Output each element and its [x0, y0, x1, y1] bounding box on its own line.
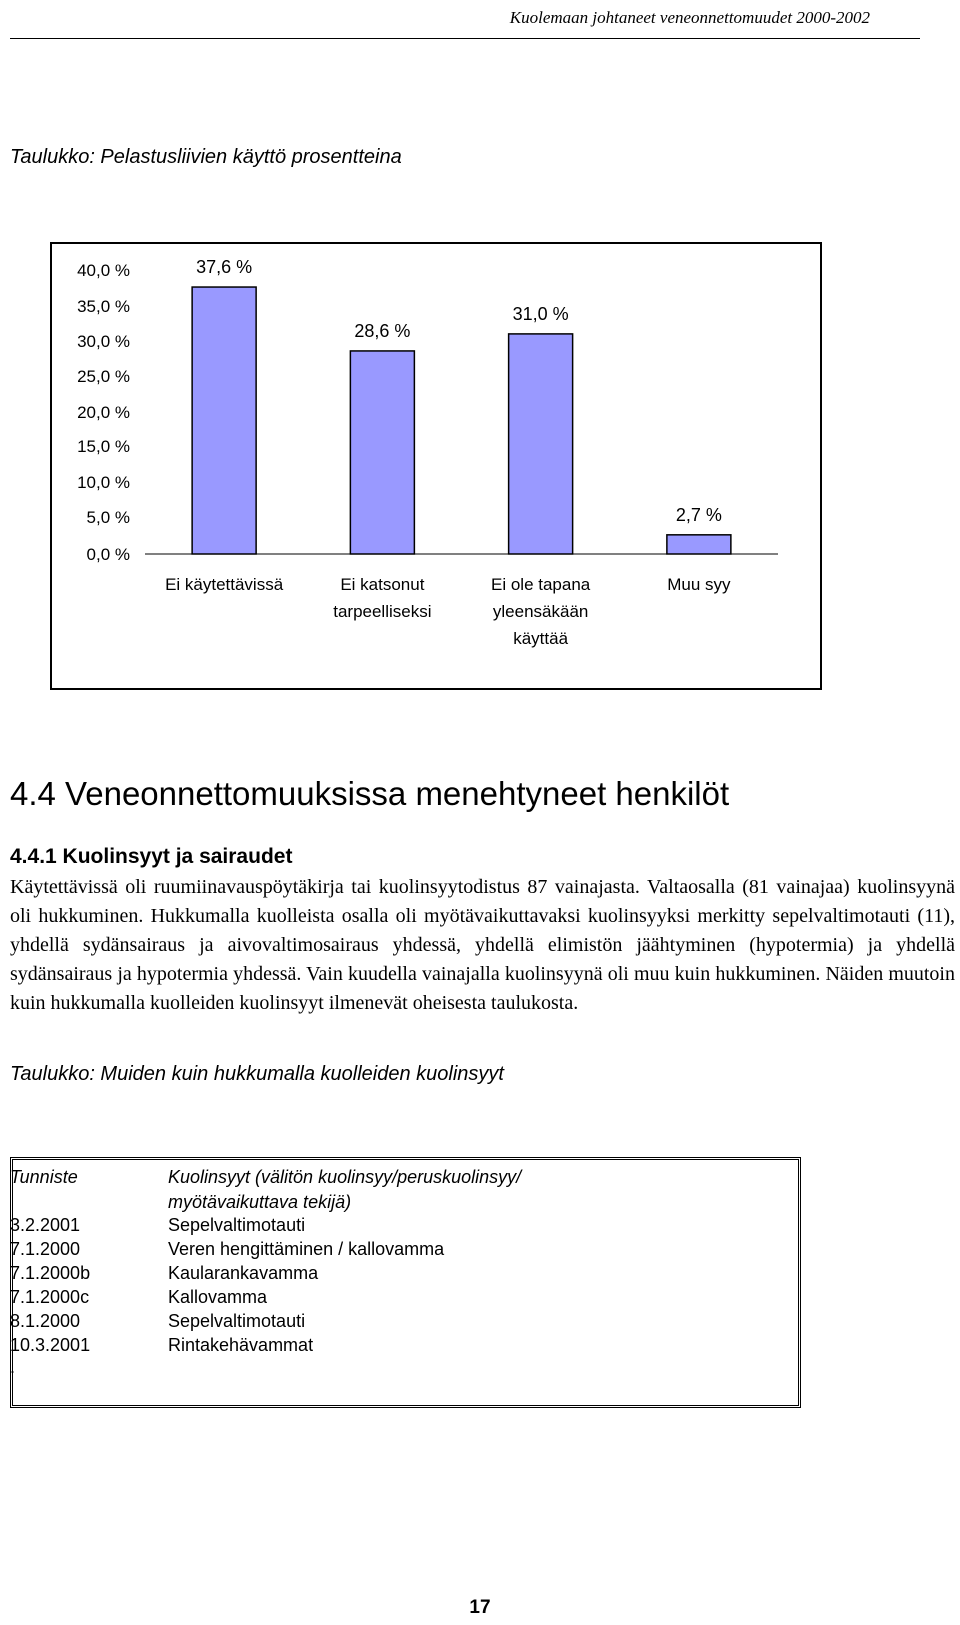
table-row-id: 10.3.2001 — [10, 1335, 91, 1355]
y-tick-label: 35,0 % — [77, 297, 130, 316]
y-tick-label: 0,0 % — [86, 545, 130, 564]
body-paragraph: Käytettävissä oli ruumiinavauspöytäkirja tai kuolinsyytodistus 87 vainajasta. Valtaosalla (81 vainajaa) kuolinsyynä oli hukkuminen. Hukkumalla kuolleista osalla oli myötävaikuttavaksi kuolinsyyksi merkitty sepelvaltimotauti (11), yhdellä sydänsairaus ja aivovaltimosairaus yhdessä, yhdellä elimistön jäähtyminen (hypotermia) ja yhdellä sydänsairaus ja hypotermia yhdessä. Vain kuudella vainajalla kuolinsyynä oli muu kuin hukkuminen. Näiden muutoin kuin hukkumalla kuolleiden kuolinsyyt ilmenevät oheisesta taulukosta. — [10, 876, 955, 1014]
bar — [667, 535, 731, 554]
table-header-id: Tunniste — [10, 1167, 78, 1187]
cause-table — [10, 1157, 801, 1408]
chart-caption: Taulukko: Pelastusliivien käyttö prosentteina — [10, 146, 402, 168]
table-row-id: 8.1.2000 — [10, 1311, 81, 1331]
x-category-label: Ei käytettävissä — [165, 575, 284, 594]
subsection-heading: 4.4.1 Kuolinsyyt ja sairaudet — [10, 845, 293, 868]
bar-chart — [0, 0, 960, 700]
x-category-label: tarpeelliseksi — [333, 602, 432, 621]
y-tick-label: 40,0 % — [77, 261, 130, 280]
table-row-cause: Kaularankavamma — [168, 1263, 319, 1283]
bar — [192, 287, 256, 554]
y-tick-label: 10,0 % — [77, 473, 130, 492]
x-category-label: Ei katsonut — [340, 575, 425, 594]
table-row-cause: Kallovamma — [168, 1287, 268, 1307]
table-header-cause-line1: Kuolinsyyt (välitön kuolinsyy/peruskuolinsyy/ — [168, 1167, 522, 1187]
table-caption: Taulukko: Muiden kuin hukkumalla kuolleiden kuolinsyyt — [10, 1063, 504, 1085]
bar — [509, 334, 573, 554]
bar-value-label: 31,0 % — [512, 303, 569, 324]
table-row-cause: Rintakehävammat — [168, 1335, 314, 1355]
bar — [350, 351, 414, 554]
bar-value-label: 37,6 % — [196, 257, 253, 278]
y-tick-label: 25,0 % — [77, 367, 130, 386]
table-row-cause: Sepelvaltimotauti — [168, 1311, 306, 1331]
running-header: Kuolemaan johtaneet veneonnettomuudet 2000-2002 — [509, 8, 870, 27]
y-tick-label: 5,0 % — [86, 508, 130, 527]
y-tick-label: 15,0 % — [77, 437, 130, 456]
y-tick-label: 20,0 % — [77, 403, 130, 422]
section-heading: 4.4 Veneonnettomuuksissa menehtyneet henkilöt — [10, 775, 730, 812]
x-category-label: käyttää — [513, 629, 569, 648]
x-category-label: Muu syy — [667, 575, 731, 594]
table-row-cause: Sepelvaltimotauti — [168, 1215, 306, 1235]
table-row-id: 7.1.2000c — [10, 1287, 90, 1307]
table-row-id: 7.1.2000b — [10, 1263, 91, 1283]
bar-value-label: 2,7 % — [675, 504, 722, 525]
y-tick-label: 30,0 % — [77, 332, 130, 351]
table-row-id: 3.2.2001 — [10, 1215, 81, 1235]
table-trailing-mark: . — [10, 1357, 16, 1377]
table-header-cause-line2: myötävaikuttava tekijä) — [168, 1192, 352, 1212]
x-category-label: yleensäkään — [492, 602, 589, 621]
bar-value-label: 28,6 % — [354, 320, 411, 341]
x-category-label: Ei ole tapana — [491, 575, 591, 594]
page-number: 17 — [469, 1597, 491, 1618]
table-row-cause: Veren hengittäminen / kallovamma — [168, 1239, 445, 1259]
table-row-id: 7.1.2000 — [10, 1239, 81, 1259]
